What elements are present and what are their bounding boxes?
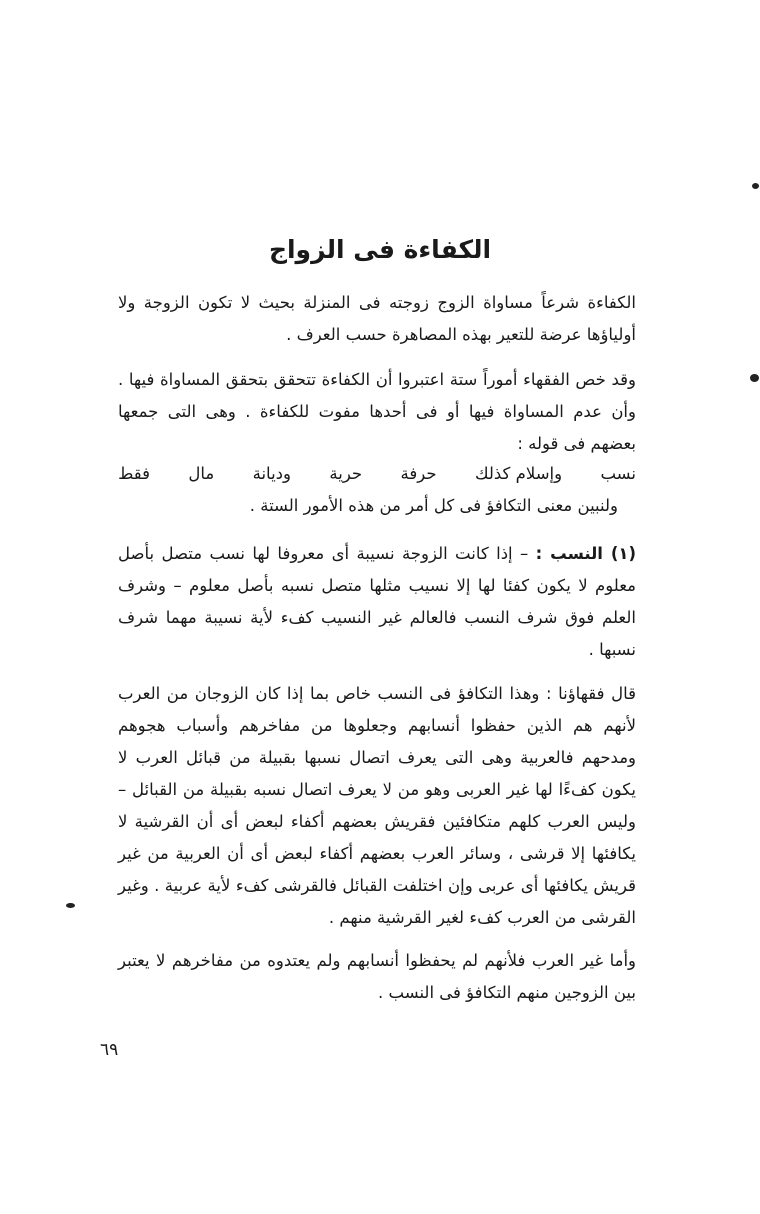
- verse-word: وإسلام كذلك: [474, 464, 563, 483]
- paragraph-arabs: قال فقهاؤنا : وهذا التكافؤ فى النسب خاص بما إذا كان الزوجان من العرب لأنهم هم الذين حفظوا أنسابهم وجعلوها من مفاخرهم وأسباب هجوهم ومدحهم فالعربية وهى التى يعرف اتصال نسبها بقبيلة من قبائل العرب لا يكون كفءًا لها غير العربى وهو من لا يعرف اتصال نسبه بقبيلة من القبائل – وليس العرب كلهم متكافئين فقريش بعضهم أكفاء لبعض أى أن القرشية لا يكافئها إلا قرشى ، وسائر العرب بعضهم أكفاء لبعض أى أن العربية من غير قريش يكافئها أى عربى وإن اختلفت القبائل فالقرشى كفء لأية عربية . وغير القرشى من العرب كفء لغير القرشية منهم .: [118, 684, 636, 927]
- verse-word: حرفة: [400, 464, 437, 483]
- verse-word: حرية: [329, 464, 363, 483]
- section-heading-lineage: (١) النسب :: [535, 544, 636, 563]
- paragraph-lineage-text: – إذا كانت الزوجة نسيبة أى معروفا لها نسب متصل بأصل معلوم لا يكون كفئا لها إلا نسيب مثلها متصل نسبه بأصل معلوم – وشرف العلم فوق شرف النسب فالعالم غير النسيب كفء لأية نسيبة مهما شرف نسبها .: [118, 544, 636, 659]
- scan-speck: [66, 903, 75, 908]
- paragraph-lineage: [118, 538, 636, 666]
- verse: [118, 458, 636, 522]
- verse-word: نسب: [600, 464, 636, 483]
- page-number: ٦٩: [100, 1040, 119, 1060]
- verse-word: فقط: [118, 464, 150, 483]
- scan-speck: [750, 374, 759, 382]
- paragraph-six-criteria: وقد خص الفقهاء أموراً ستة اعتبروا أن الكفاءة تتحقق بتحقق المساواة فيها . وأن عدم المساواة فيها أو فى أحدها مفوت للكفاءة . وهى التى جمعها بعضهم فى قوله :: [118, 370, 636, 453]
- paragraph-definition: الكفاءة شرعاً مساواة الزوج زوجته فى المنزلة بحيث لا تكون الزوجة ولا أولياؤها عرضة للتعير بهذه المصاهرة حسب العرف .: [118, 293, 636, 344]
- verse-line-2: ولنبين معنى التكافؤ فى كل أمر من هذه الأمور الستة .: [249, 496, 618, 515]
- verse-word: وديانة: [252, 464, 291, 483]
- verse-word: مال: [188, 464, 215, 483]
- verse-line-1: [118, 458, 636, 490]
- paragraph-non-arabs: وأما غير العرب فلأنهم لم يحفظوا أنسابهم ولم يعتدوه من مفاخرهم لا يعتبر بين الزوجين منهم التكافؤ فى النسب .: [118, 951, 636, 1002]
- scan-speck: [752, 183, 759, 189]
- page-title: الكفاءة فى الزواج: [268, 235, 492, 264]
